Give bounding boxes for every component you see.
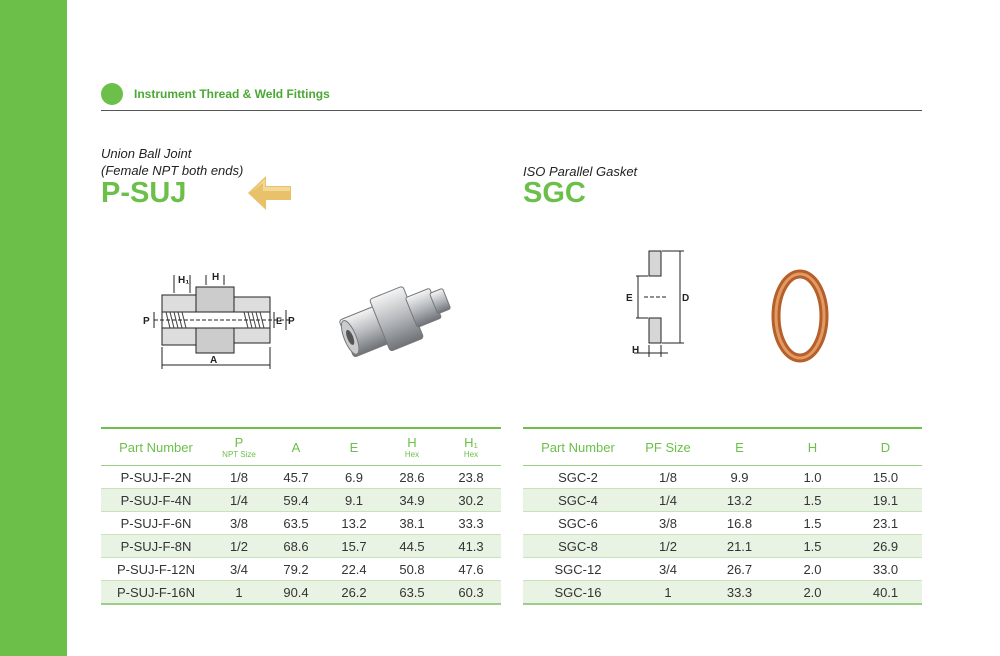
table-row: P-SUJ-F-4N 1/4 59.4 9.1 34.9 30.2 — [101, 489, 501, 512]
table-header-row — [523, 428, 922, 466]
table-row: P-SUJ-F-8N 1/2 68.6 15.7 44.5 41.3 — [101, 535, 501, 558]
table-row: P-SUJ-F-6N 3/8 63.5 13.2 38.1 33.3 — [101, 512, 501, 535]
dim-label-p-right: P — [288, 316, 295, 327]
col-d: D — [849, 428, 922, 466]
col-e: E — [325, 428, 383, 466]
table-row: SGC-12 3/4 26.7 2.0 33.0 — [523, 558, 922, 581]
union-ball-joint-diagram — [140, 265, 300, 375]
col-pf-size: PF Size — [633, 428, 703, 466]
copper-gasket-photo — [770, 268, 830, 364]
product-subtitle — [101, 145, 243, 179]
left-arrow-icon — [248, 175, 292, 211]
gasket-diagram — [618, 245, 698, 360]
section-title: Instrument Thread & Weld Fittings — [134, 87, 330, 101]
sgc-spec-table — [523, 427, 922, 605]
table-row: SGC-6 3/8 16.8 1.5 23.1 — [523, 512, 922, 535]
col-h: H Hex — [383, 428, 441, 466]
col-part-number: Part Number — [101, 428, 211, 466]
product-subtitle-line2: (Female NPT both ends) — [101, 163, 244, 178]
col-e: E — [703, 428, 776, 466]
union-fitting-photo — [338, 270, 458, 365]
table-row: SGC-16 1 33.3 2.0 40.1 — [523, 581, 922, 605]
dim-label-h: H — [632, 345, 640, 356]
table-row: P-SUJ-F-2N 1/8 45.7 6.9 28.6 23.8 — [101, 466, 501, 489]
dim-label-h: H — [212, 272, 220, 283]
col-a: A — [267, 428, 325, 466]
gasket-subtitle: ISO Parallel Gasket — [523, 164, 638, 179]
table-header-row — [101, 428, 501, 466]
section-bullet-icon — [101, 83, 123, 105]
table-row: P-SUJ-F-12N 3/4 79.2 22.4 50.8 47.6 — [101, 558, 501, 581]
header-divider — [101, 110, 922, 111]
product-code: P-SUJ — [101, 177, 187, 209]
green-side-band — [0, 0, 67, 656]
col-part-number: Part Number — [523, 428, 633, 466]
suj-spec-table — [101, 427, 501, 605]
gasket-code: SGC — [523, 177, 586, 209]
dim-label-p-left: P — [143, 316, 150, 327]
table-row: P-SUJ-F-16N 1 90.4 26.2 63.5 60.3 — [101, 581, 501, 605]
dim-label-e: E — [276, 316, 283, 326]
dim-label-d: D — [682, 293, 690, 304]
dim-label-h1: H₁ — [178, 275, 190, 286]
dim-label-a: A — [210, 355, 218, 366]
col-h1: H₁ Hex — [441, 428, 501, 466]
col-h: H — [776, 428, 849, 466]
table-row: SGC-8 1/2 21.1 1.5 26.9 — [523, 535, 922, 558]
table-row: SGC-4 1/4 13.2 1.5 19.1 — [523, 489, 922, 512]
col-p: P NPT Size — [211, 428, 267, 466]
section-header — [101, 82, 922, 112]
dim-label-e: E — [626, 293, 633, 304]
product-subtitle-line1: Union Ball Joint — [101, 146, 192, 161]
table-row: SGC-2 1/8 9.9 1.0 15.0 — [523, 466, 922, 489]
